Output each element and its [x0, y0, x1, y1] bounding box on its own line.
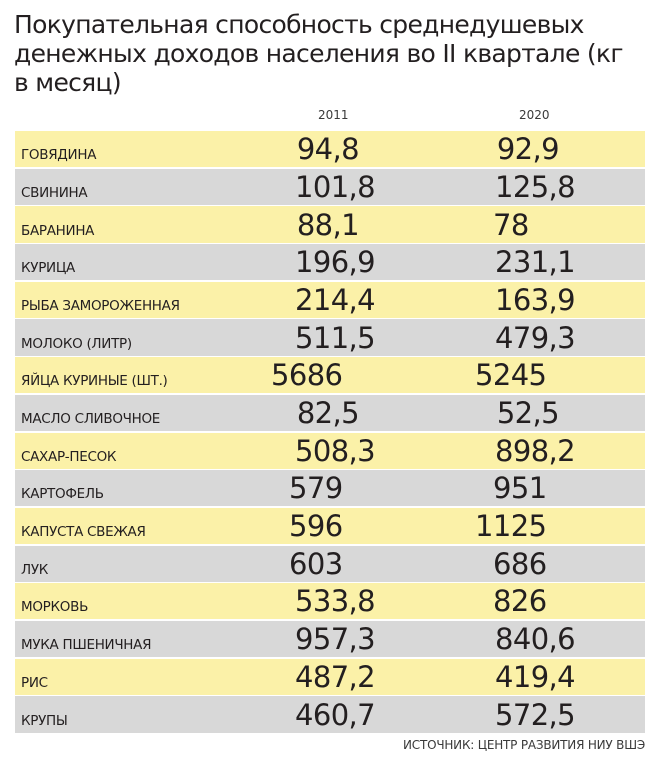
table-row — [15, 169, 645, 205]
row-label: МУКА ПШЕНИЧНАЯ — [21, 637, 152, 654]
table-row — [15, 546, 645, 582]
value-2020: 572,5 — [495, 697, 576, 732]
value-2011: 5686 — [271, 358, 343, 393]
table-row — [15, 131, 645, 167]
row-label: ЛУК — [21, 561, 49, 578]
value-2020: 163,9 — [495, 282, 576, 317]
value-2011: 88,1 — [296, 207, 359, 242]
row-label: МАСЛО СЛИВОЧНОЕ — [21, 411, 161, 427]
row-label: ЯЙЦА КУРИНЫЕ (ШТ.) — [21, 373, 168, 390]
value-2020: 479,3 — [495, 320, 576, 355]
chart-title: Покупательная способность среднедушевых денежных доходов населения во II квартале (кг в месяц) — [14, 10, 623, 97]
value-2011: 460,7 — [295, 697, 376, 732]
table-row — [15, 470, 645, 506]
value-2020: 686 — [493, 546, 547, 581]
value-2011: 508,3 — [295, 433, 376, 468]
value-2020: 231,1 — [495, 245, 576, 280]
row-label: РИС — [21, 674, 48, 691]
table-row — [15, 244, 645, 280]
value-2011: 94,8 — [296, 132, 359, 167]
table-row — [15, 395, 645, 431]
row-label: ГОВЯДИНА — [21, 147, 97, 164]
table-row — [15, 508, 645, 544]
value-2011: 579 — [289, 471, 343, 506]
value-2020: 898,2 — [495, 433, 576, 468]
value-2020: 951 — [493, 471, 547, 506]
table-row — [15, 696, 645, 732]
table-row — [15, 583, 645, 619]
row-label: МОЛОКО (ЛИТР) — [21, 335, 132, 352]
row-label: КУРИЦА — [21, 260, 75, 277]
table-row — [15, 659, 645, 695]
row-label: КАПУСТА СВЕЖАЯ — [21, 524, 146, 541]
value-2011: 533,8 — [295, 584, 376, 619]
value-2011: 603 — [289, 546, 343, 581]
row-label: КРУПЫ — [21, 712, 68, 729]
row-label: СВИНИНА — [21, 184, 88, 201]
table-row — [15, 621, 645, 657]
value-2011: 101,8 — [295, 169, 376, 204]
row-label: САХАР-ПЕСОК — [21, 448, 117, 465]
value-2011: 214,4 — [295, 282, 376, 317]
value-2011: 957,3 — [295, 622, 376, 657]
table-row — [15, 282, 645, 318]
value-2020: 92,9 — [496, 132, 559, 167]
value-2011: 487,2 — [295, 659, 376, 694]
table-row — [15, 357, 645, 393]
value-2011: 82,5 — [296, 396, 359, 430]
row-label: КАРТОФЕЛЬ — [21, 486, 104, 503]
value-2020: 419,4 — [495, 659, 576, 694]
row-label: БАРАНИНА — [21, 222, 95, 239]
value-2020: 826 — [493, 584, 547, 619]
value-2020: 1125 — [475, 509, 547, 544]
column-header-2011: 2011 — [318, 108, 349, 122]
row-label: РЫБА ЗАМОРОЖЕННАЯ — [21, 297, 180, 314]
value-2011: 596 — [289, 509, 343, 544]
value-2020: 125,8 — [495, 169, 576, 204]
source-note: ИСТОЧНИК: ЦЕНТР РАЗВИТИЯ НИУ ВШЭ — [402, 738, 645, 752]
value-2020: 52,5 — [496, 396, 559, 430]
value-2011: 196,9 — [295, 245, 376, 280]
column-header-2020: 2020 — [519, 108, 550, 122]
row-label: МОРКОВЬ — [21, 599, 89, 616]
value-2020: 840,6 — [495, 622, 576, 657]
value-2020: 78 — [493, 207, 529, 242]
table-row — [15, 433, 645, 469]
data-table — [15, 131, 645, 734]
table-row — [15, 206, 645, 242]
value-2020: 5245 — [475, 358, 547, 393]
table-row — [15, 319, 645, 355]
value-2011: 511,5 — [295, 320, 376, 355]
